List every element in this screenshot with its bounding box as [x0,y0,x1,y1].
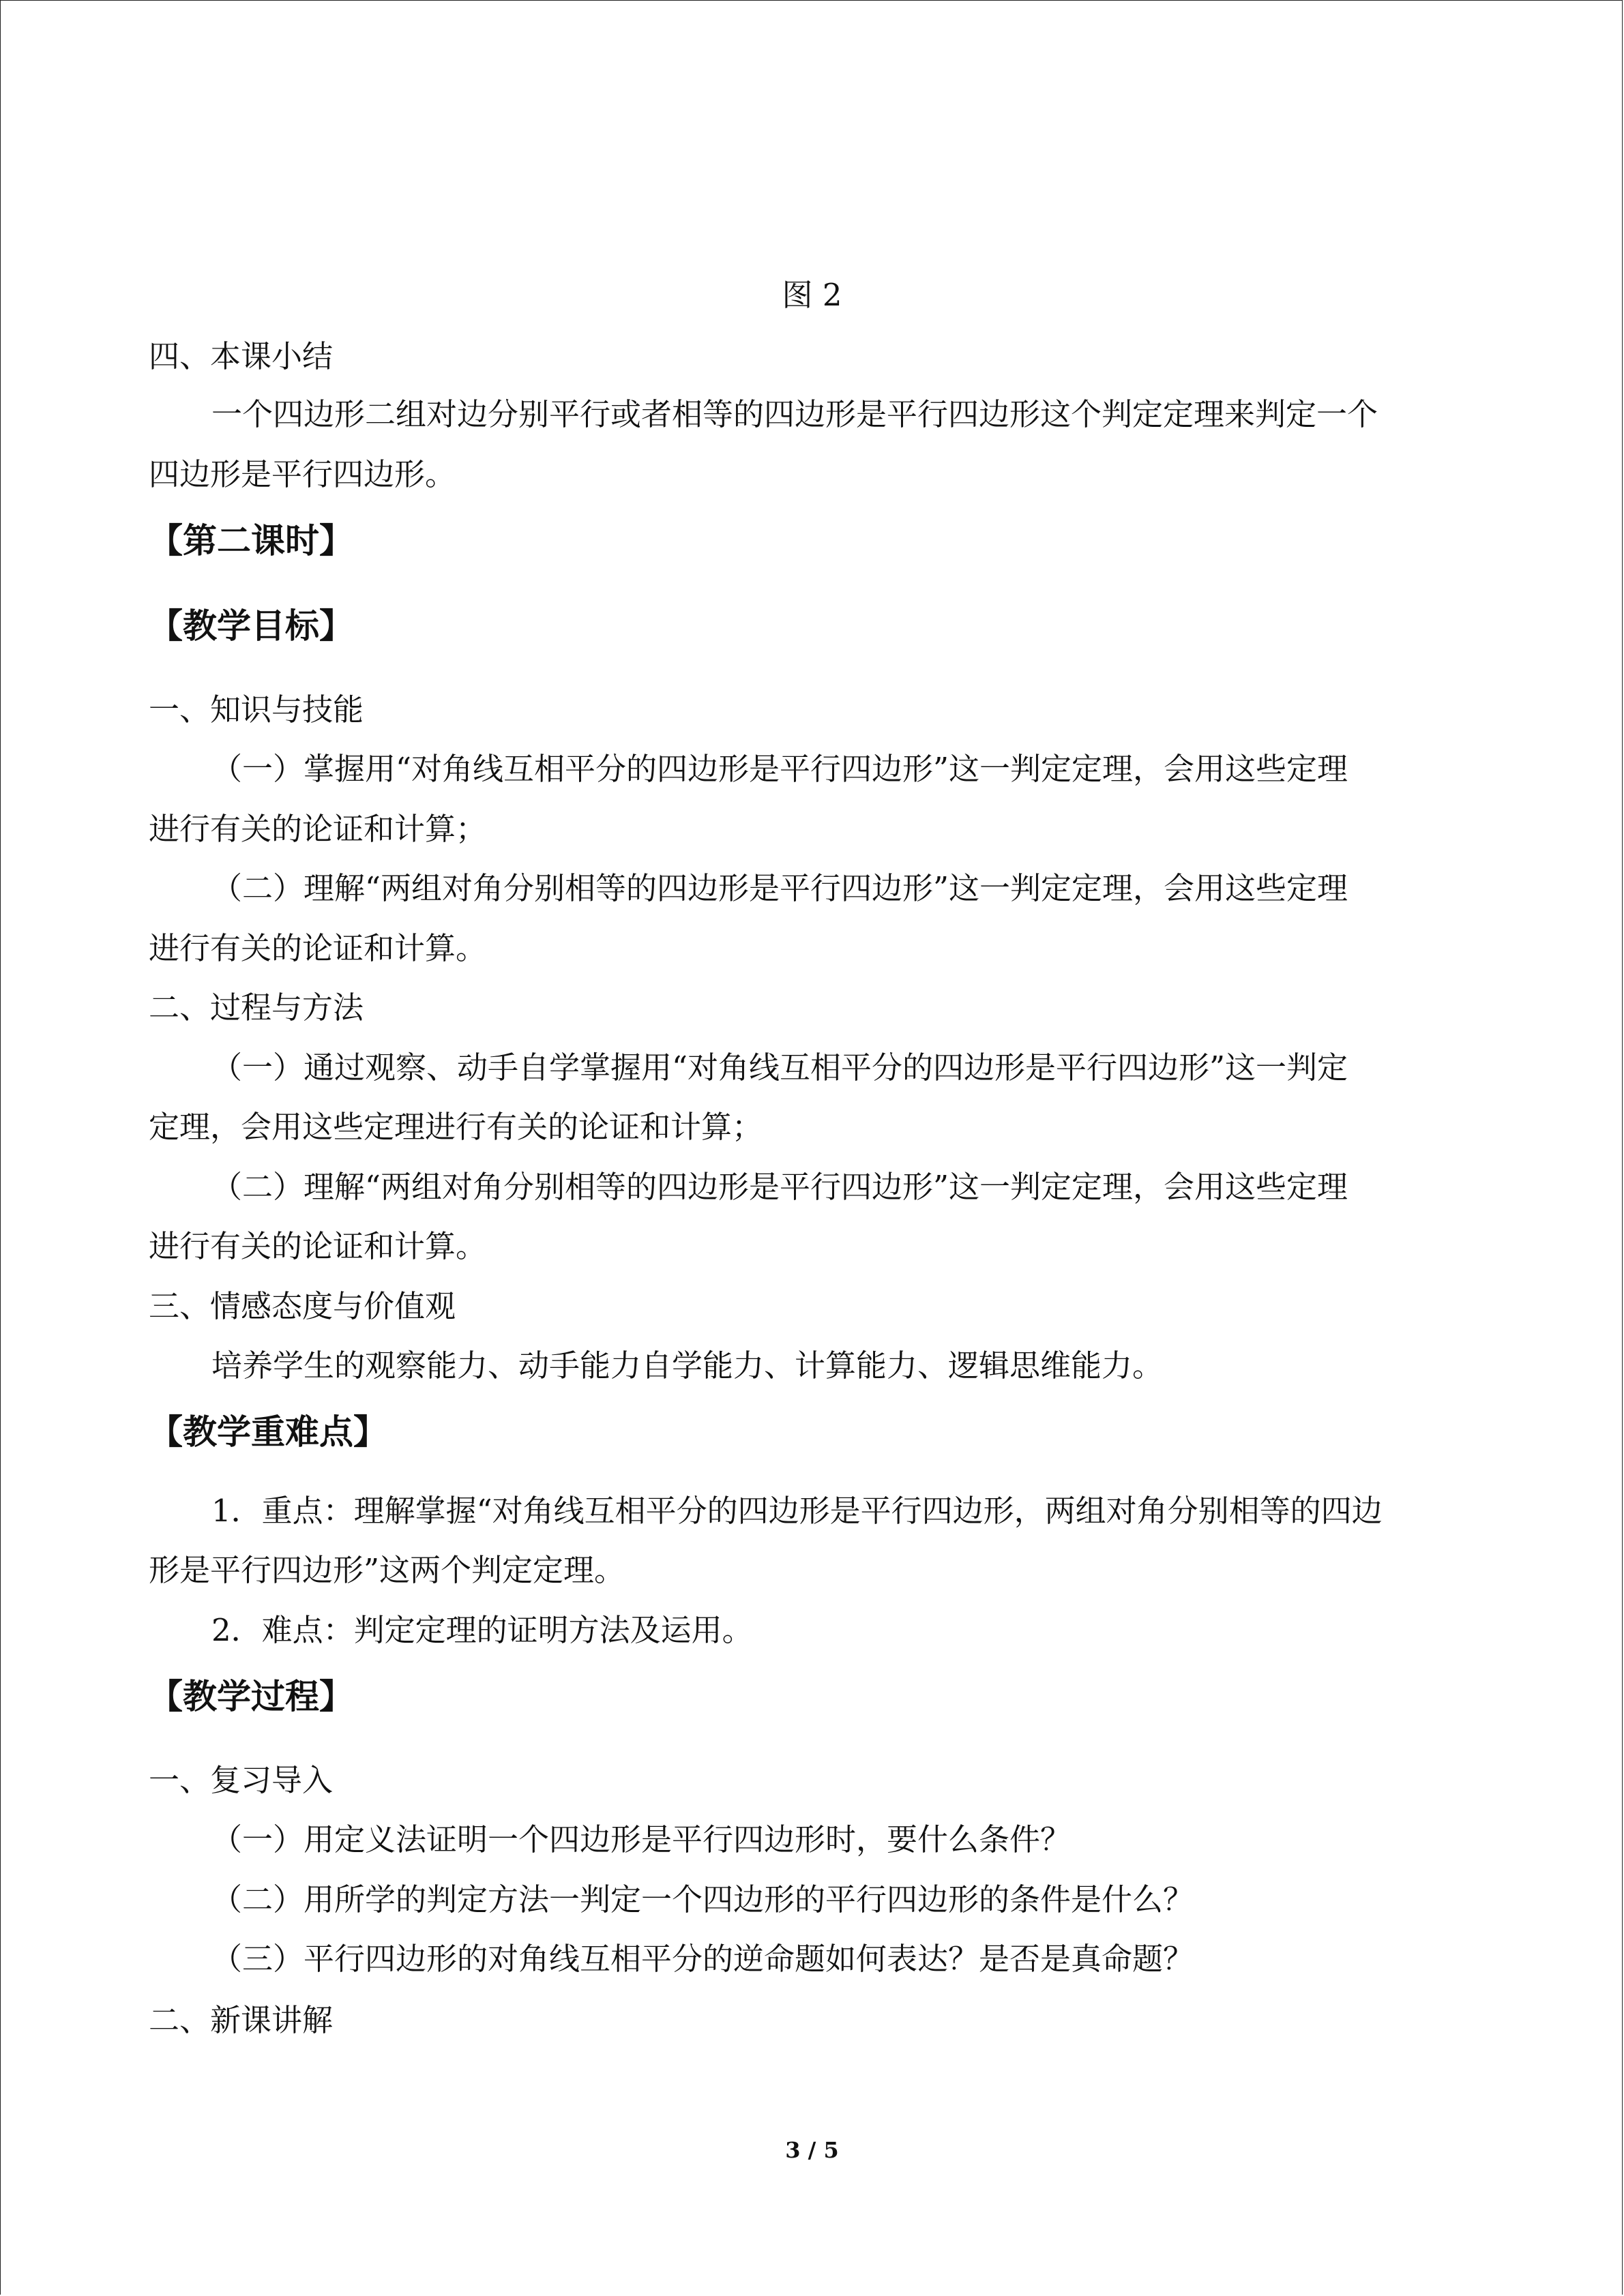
heading-teaching-goals: 【教学目标】 [149,606,353,646]
paragraph-line: 1．重点：理解掌握“对角线互相平分的四边形是平行四边形，两组对角分别相等的四边 [211,1493,1383,1529]
section-emotion-values: 三、情感态度与价值观 [149,1288,456,1324]
section-summary: 四、本课小结 [149,338,334,374]
figure-caption: 图 2 [782,277,842,313]
paragraph-line: 进行有关的论证和计算。 [149,1228,487,1264]
paragraph-line: 四边形是平行四边形。 [149,456,456,492]
paragraph-line: （二）理解“两组对角分别相等的四边形是平行四边形”这一判定定理，会用这些定理 [211,1169,1348,1205]
paragraph-line: （三）平行四边形的对角线互相平分的逆命题如何表达？是否是真命题？ [211,1941,1194,1977]
paragraph-line: 2．难点：判定定理的证明方法及运用。 [211,1612,753,1648]
heading-second-lesson: 【第二课时】 [149,521,353,561]
paragraph-line: 定理，会用这些定理进行有关的论证和计算； [149,1109,763,1145]
paragraph-line: 培养学生的观察能力、动手能力自学能力、计算能力、逻辑思维能力。 [211,1347,1164,1384]
paragraph-line: 进行有关的论证和计算。 [149,930,487,966]
paragraph-line: 形是平行四边形”这两个判定定理。 [149,1552,625,1588]
paragraph-line: 进行有关的论证和计算； [149,811,487,847]
paragraph-line: （一）掌握用“对角线互相平分的四边形是平行四边形”这一判定定理，会用这些定理 [211,751,1348,787]
heading-key-difficult-points: 【教学重难点】 [149,1412,387,1452]
paragraph-line: （二）理解“两组对角分别相等的四边形是平行四边形”这一判定定理，会用这些定理 [211,870,1348,906]
section-knowledge-skills: 一、知识与技能 [149,691,364,728]
section-review: 一、复习导入 [149,1762,334,1798]
heading-teaching-process: 【教学过程】 [149,1677,353,1716]
paragraph-line: 一个四边形二组对边分别平行或者相等的四边形是平行四边形这个判定定理来判定一个 [211,396,1378,432]
section-process-method: 二、过程与方法 [149,989,364,1026]
page-number: 3 / 5 [785,2137,839,2163]
paragraph-line: （一）通过观察、动手自学掌握用“对角线互相平分的四边形是平行四边形”这一判定 [211,1049,1348,1086]
paragraph-line: （二）用所学的判定方法一判定一个四边形的平行四边形的条件是什么？ [211,1881,1194,1918]
section-new-lesson: 二、新课讲解 [149,2002,334,2038]
paragraph-line: （一）用定义法证明一个四边形是平行四边形时，要什么条件？ [211,1821,1072,1858]
